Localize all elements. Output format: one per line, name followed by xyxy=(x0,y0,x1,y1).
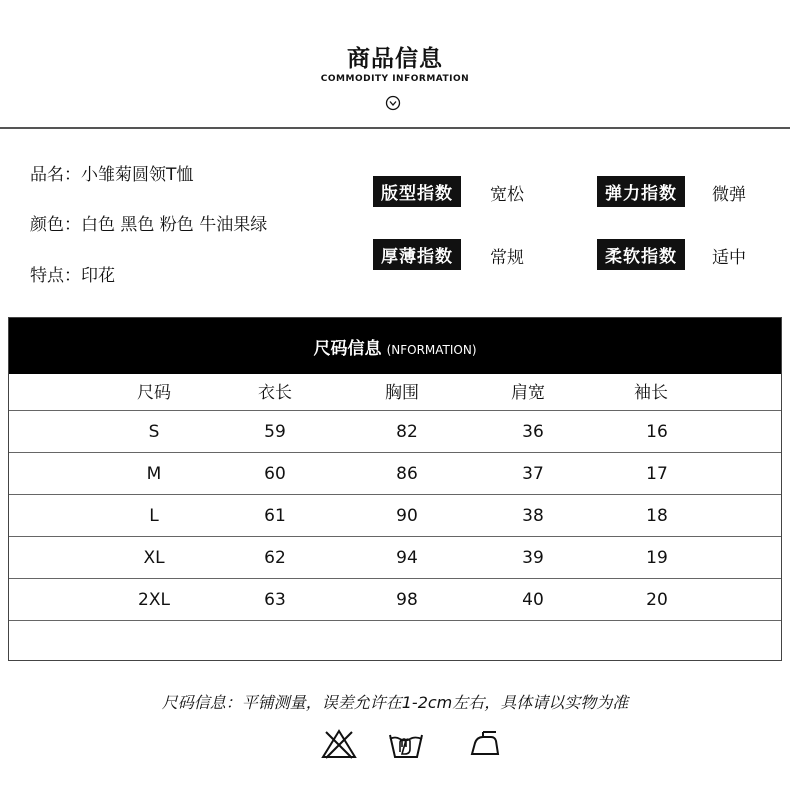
table-cell: 90 xyxy=(396,506,418,526)
attribute-feature xyxy=(30,261,115,286)
stretch-index-value: 微弹 xyxy=(712,185,746,205)
table-cell: 36 xyxy=(522,422,544,442)
table-cell: 2XL xyxy=(138,590,170,610)
table-cell: 82 xyxy=(396,422,418,442)
chevron-down-circle-icon xyxy=(385,95,401,111)
column-header: 尺码 xyxy=(137,383,171,403)
table-cell: 60 xyxy=(264,464,286,484)
table-row xyxy=(9,411,781,453)
iron-icon xyxy=(466,727,504,761)
page-subtitle: COMMODITY INFORMATION xyxy=(320,74,470,84)
table-cell: S xyxy=(148,422,160,442)
table-cell: 62 xyxy=(264,548,286,568)
table-row xyxy=(9,495,781,537)
thickness-index-tag: 厚薄指数 xyxy=(373,239,461,270)
table-cell: 38 xyxy=(522,506,544,526)
table-cell: 94 xyxy=(396,548,418,568)
attribute-value: 印花 xyxy=(81,266,115,286)
table-cell: 19 xyxy=(646,548,668,568)
table-cell: 17 xyxy=(646,464,668,484)
table-cell: L xyxy=(149,506,159,526)
table-cell: 59 xyxy=(264,422,286,442)
table-header-row xyxy=(9,374,781,411)
attribute-value: 小雏菊圆领T恤 xyxy=(81,165,194,185)
attribute-label: 品名： xyxy=(30,165,81,185)
column-header: 胸围 xyxy=(385,383,419,403)
table-cell: 39 xyxy=(522,548,544,568)
size-table-title-en: (NFORMATION) xyxy=(386,343,477,357)
hand-wash-icon xyxy=(387,727,425,761)
header-divider xyxy=(0,127,790,129)
table-cell: 98 xyxy=(396,590,418,610)
table-row xyxy=(9,453,781,495)
softness-index-tag: 柔软指数 xyxy=(597,239,685,270)
table-cell: 37 xyxy=(522,464,544,484)
table-cell: 40 xyxy=(522,590,544,610)
attribute-label: 颜色： xyxy=(30,215,81,235)
page-title: 商品信息 xyxy=(347,46,443,72)
table-row xyxy=(9,537,781,579)
fit-index-value: 宽松 xyxy=(490,185,524,205)
table-cell: 63 xyxy=(264,590,286,610)
table-cell: M xyxy=(146,464,162,484)
table-cell: 18 xyxy=(646,506,668,526)
attribute-name xyxy=(30,160,193,185)
no-bleach-icon xyxy=(320,727,358,761)
table-cell: 86 xyxy=(396,464,418,484)
column-header: 肩宽 xyxy=(511,383,545,403)
size-table xyxy=(8,317,782,661)
attribute-label: 特点： xyxy=(30,266,81,286)
size-table-title xyxy=(9,318,781,374)
table-row xyxy=(9,579,781,621)
size-table-title-text: 尺码信息 xyxy=(313,339,382,359)
column-header: 衣长 xyxy=(258,383,292,403)
table-cell: 61 xyxy=(264,506,286,526)
table-cell: 20 xyxy=(646,590,668,610)
softness-index-value: 适中 xyxy=(712,248,746,268)
attribute-color xyxy=(30,210,267,235)
stretch-index-tag: 弹力指数 xyxy=(597,176,685,207)
column-header: 袖长 xyxy=(634,383,668,403)
table-cell: XL xyxy=(143,548,165,568)
thickness-index-value: 常规 xyxy=(490,248,524,268)
attribute-value: 白色 黑色 粉色 牛油果绿 xyxy=(81,215,268,235)
measurement-note: 尺码信息：平铺测量，误差允许在1-2cm左右，具体请以实物为准 xyxy=(161,693,629,712)
table-cell: 16 xyxy=(646,422,668,442)
fit-index-tag: 版型指数 xyxy=(373,176,461,207)
